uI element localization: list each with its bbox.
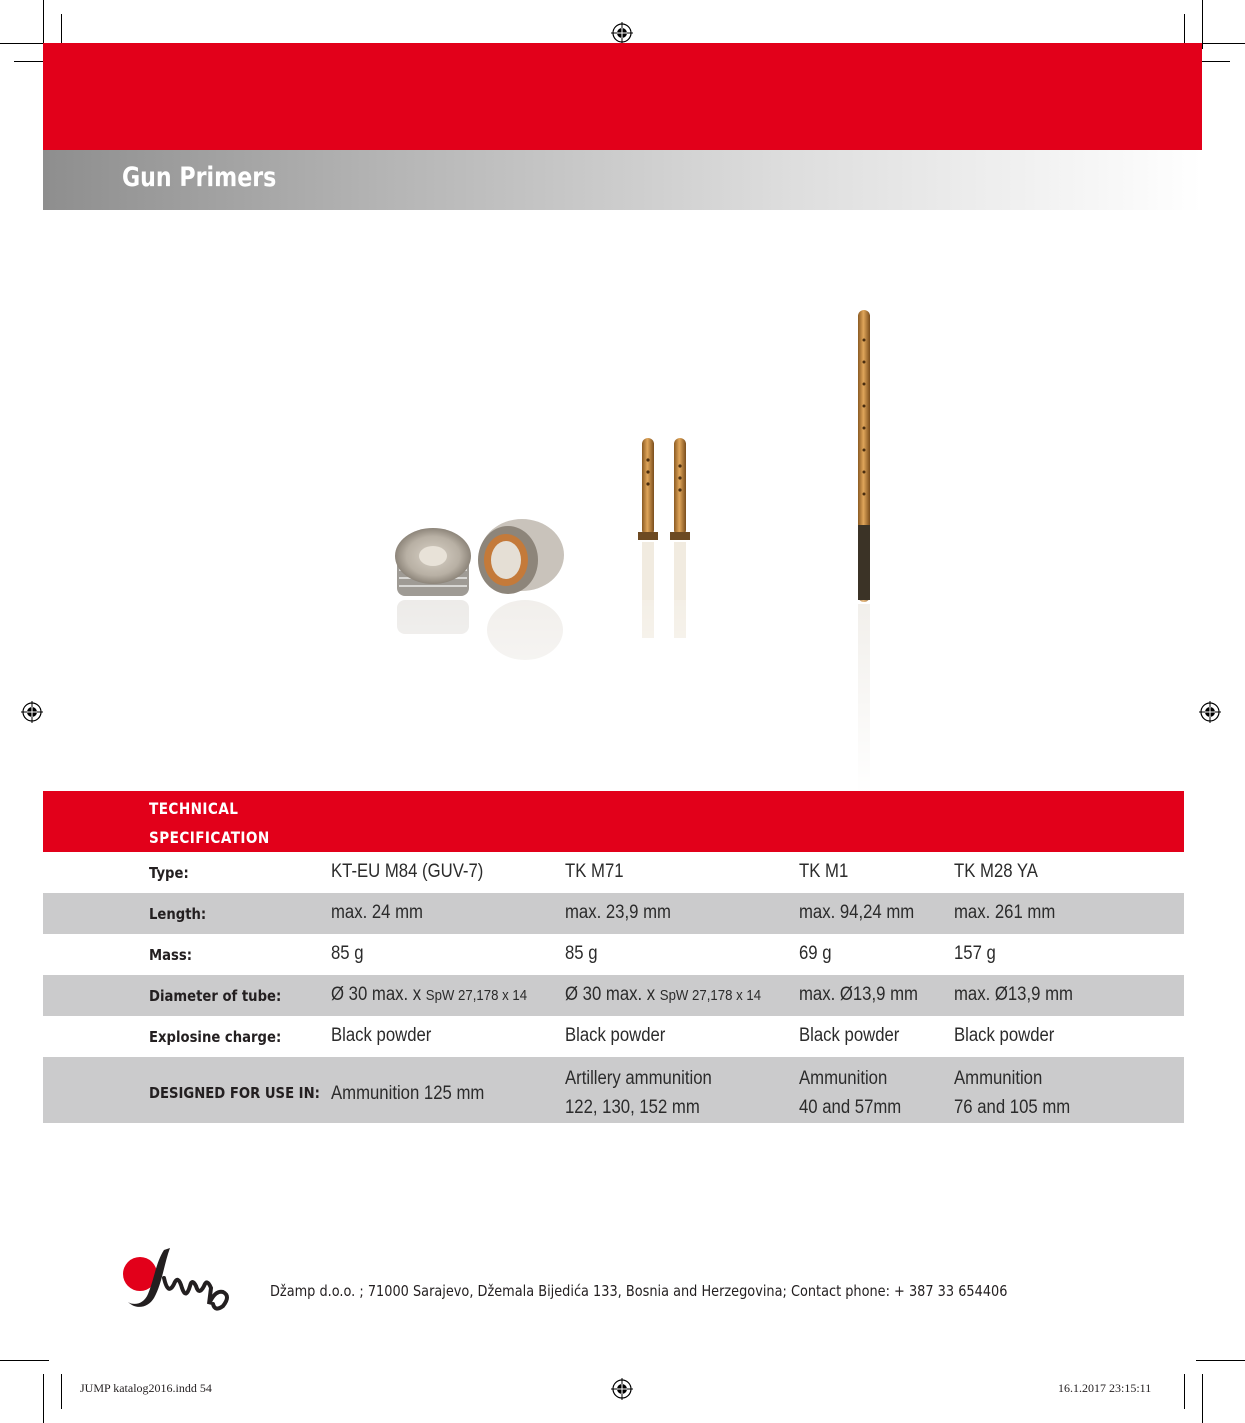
crop-mark-icon bbox=[61, 1374, 62, 1409]
crop-mark-icon bbox=[1202, 0, 1203, 49]
row-label: Diameter of tube: bbox=[149, 987, 282, 1005]
crop-mark-icon bbox=[43, 1374, 44, 1423]
table-cell bbox=[331, 984, 527, 1006]
table-row-type bbox=[43, 852, 1184, 893]
table-cell: 157 g bbox=[954, 943, 996, 964]
table-cell bbox=[954, 1064, 1070, 1122]
header-red-band bbox=[43, 43, 1202, 150]
footer-address: Džamp d.o.o. ; 71000 Sarajevo, Džemala Bijedića 133, Bosnia and Herzegovina; Contact phone: + 387 33 654406 bbox=[270, 1282, 1008, 1300]
table-cell: max. 261 mm bbox=[954, 902, 1056, 923]
registration-mark-icon bbox=[21, 701, 43, 723]
registration-mark-icon bbox=[1199, 701, 1221, 723]
crop-mark-icon bbox=[1184, 1374, 1185, 1409]
table-row-charge bbox=[43, 1016, 1184, 1057]
table-heading-line2: SPECIFICATION bbox=[149, 828, 270, 847]
table-row-mass bbox=[43, 934, 1184, 975]
cell-line: 122, 130, 152 mm bbox=[565, 1097, 700, 1118]
crop-mark-icon bbox=[0, 43, 49, 44]
row-label: Mass: bbox=[149, 946, 193, 964]
table-cell: Black powder bbox=[331, 1025, 432, 1046]
registration-mark-icon bbox=[611, 22, 633, 44]
table-cell bbox=[799, 1064, 901, 1122]
table-cell: Black powder bbox=[799, 1025, 900, 1046]
table-cell: TK M71 bbox=[565, 861, 624, 882]
table-cell: max. 24 mm bbox=[331, 902, 423, 923]
crop-mark-icon bbox=[1202, 1374, 1203, 1423]
crop-mark-icon bbox=[0, 1360, 49, 1361]
slug-timestamp: 16.1.2017 23:15:11 bbox=[1058, 1381, 1152, 1395]
jump-logo-icon bbox=[118, 1244, 258, 1316]
crop-mark-icon bbox=[1196, 1360, 1245, 1361]
cell-text-small: SpW 27,178 x 14 bbox=[425, 987, 528, 1004]
table-row-designed-for bbox=[43, 1057, 1184, 1123]
product-photo bbox=[380, 300, 900, 795]
table-cell: max. 94,24 mm bbox=[799, 902, 915, 923]
row-label: Type: bbox=[149, 864, 189, 882]
table-cell: max. Ø13,9 mm bbox=[954, 984, 1073, 1005]
cell-line: Artillery ammunition bbox=[565, 1068, 712, 1089]
table-heading-line1: TECHNICAL bbox=[149, 799, 239, 818]
cell-text-small: SpW 27,178 x 14 bbox=[659, 987, 762, 1004]
crop-mark-icon bbox=[43, 0, 44, 49]
table-cell: 85 g bbox=[565, 943, 598, 964]
table-cell bbox=[565, 984, 761, 1006]
table-header bbox=[43, 791, 1184, 852]
row-label: DESIGNED FOR USE IN: bbox=[149, 1084, 320, 1102]
cell-text: Ø 30 max. x bbox=[565, 984, 660, 1005]
row-label: Length: bbox=[149, 905, 207, 923]
table-cell: Black powder bbox=[954, 1025, 1055, 1046]
cell-text: Ø 30 max. x bbox=[331, 984, 426, 1005]
page-title: Gun Primers bbox=[122, 162, 277, 193]
slug-filename: JUMP katalog2016.indd 54 bbox=[80, 1381, 212, 1395]
table-cell: Black powder bbox=[565, 1025, 666, 1046]
cell-line: 40 and 57mm bbox=[799, 1097, 902, 1118]
table-cell: 69 g bbox=[799, 943, 832, 964]
table-cell bbox=[565, 1064, 712, 1122]
table-cell: KT-EU M84 (GUV-7) bbox=[331, 861, 484, 882]
crop-mark-icon bbox=[1196, 43, 1245, 44]
technical-specification-table bbox=[43, 791, 1184, 1123]
table-cell: 85 g bbox=[331, 943, 364, 964]
table-cell: TK M1 bbox=[799, 861, 849, 882]
registration-mark-icon bbox=[611, 1378, 633, 1400]
table-cell: TK M28 YA bbox=[954, 861, 1038, 882]
table-cell: Ammunition 125 mm bbox=[331, 1083, 485, 1104]
table-cell: max. Ø13,9 mm bbox=[799, 984, 918, 1005]
table-row-length bbox=[43, 893, 1184, 934]
table-row-diameter bbox=[43, 975, 1184, 1016]
row-label: Explosine charge: bbox=[149, 1028, 282, 1046]
cell-line: Ammunition bbox=[799, 1068, 888, 1089]
cell-line: 76 and 105 mm bbox=[954, 1097, 1071, 1118]
cell-line: Ammunition bbox=[954, 1068, 1043, 1089]
table-cell: max. 23,9 mm bbox=[565, 902, 671, 923]
